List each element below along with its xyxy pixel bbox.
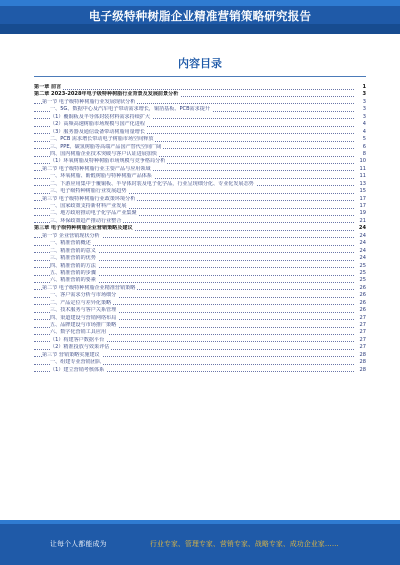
toc-entry-page: 27 (355, 344, 366, 351)
toc-entry-page: 27 (355, 337, 366, 344)
toc-entry-label: 一、国家政策支持新材料产业发展 (50, 203, 127, 209)
toc-entry-label: 第一节 企业营销现状分析 (42, 232, 100, 239)
toc-entry-page: 15 (355, 188, 366, 195)
toc-entry[interactable] (34, 263, 366, 270)
toc-entry-page: 4 (355, 121, 366, 128)
toc-entry[interactable] (34, 121, 366, 128)
toc-entry-page: 5 (355, 136, 366, 143)
toc-title: 内容目录 (178, 57, 222, 70)
toc-leader-dots (34, 89, 354, 90)
toc-entry-label: 三、环保政策趋严推动行业整合 (50, 217, 122, 224)
toc-entry[interactable] (34, 203, 366, 210)
toc-entry-label: 第二节 电子级特种树脂企业精准营销策略 (42, 284, 136, 291)
toc-entry-page: 25 (355, 263, 366, 270)
toc-entry-page: 28 (355, 359, 366, 366)
toc-entry-label: 第二章 2023-2028年电子级特种树脂行业背景及发展前景分析 (34, 91, 179, 98)
toc-entry-page: 24 (355, 248, 366, 255)
toc-entry-label: 一、5G、数据中心及汽车电子带动需求增长，铜箔基板、PCB需求提升 (50, 106, 210, 113)
toc-entry-page: 26 (355, 285, 366, 292)
toc-entry-label: 一、精准营销概述 (50, 240, 91, 247)
toc-entry[interactable] (34, 99, 366, 106)
toc-entry-page: 24 (355, 225, 366, 232)
header-stripe-top (0, 0, 400, 6)
toc-entry[interactable] (34, 144, 366, 151)
toc-entry[interactable] (34, 151, 366, 158)
toc-entry[interactable] (34, 255, 366, 262)
toc-entry-page: 13 (355, 181, 366, 188)
toc-entry-label: （2）高频高速树脂市场规模与国产化进程 (50, 121, 145, 128)
toc-entry-page: 11 (355, 166, 366, 173)
toc-entry[interactable] (34, 166, 366, 173)
toc-entry-page: 26 (355, 307, 366, 314)
header-stripe-bottom (0, 24, 400, 34)
toc-entry-page: 1 (355, 84, 366, 91)
toc-entry[interactable] (34, 136, 366, 143)
toc-entry-label: 二、地方政府推动电子化学品产业集聚 (50, 210, 137, 217)
toc-entry[interactable] (34, 106, 366, 113)
toc-entry[interactable] (34, 329, 366, 336)
report-title: 电子级特种树脂企业精准营销策略研究报告 (88, 9, 312, 23)
toc-entry-label: 二、PCB 需求增长带动电子树脂市场空间释放 (50, 136, 154, 143)
toc-entry-page: 4 (355, 129, 366, 136)
toc-entry-label: 二、产品定位与差异化策略 (50, 299, 112, 306)
toc-entry-page: 27 (355, 329, 366, 336)
toc-entry[interactable] (34, 233, 366, 240)
toc-entry-page: 21 (355, 218, 366, 225)
footer-tagline: 行业专家、管理专家、营销专家、战略专家、成功企业家…… (150, 540, 339, 548)
toc-entry[interactable] (34, 225, 366, 232)
toc-entry[interactable] (34, 158, 366, 165)
toc-entry[interactable] (34, 173, 366, 180)
toc-entry-page: 3 (355, 114, 366, 121)
toc-entry-label: 二、下游应用集中于覆铜板、半导体封装及电子化学品，行业呈现细分化、专业化发展态势 (50, 180, 254, 187)
toc-entry[interactable] (34, 352, 366, 359)
toc-entry-page: 10 (355, 158, 366, 165)
footer-stripe (0, 520, 400, 524)
toc-entry-page: 28 (355, 352, 366, 359)
toc-entry[interactable] (34, 367, 366, 374)
toc-entry-page: 24 (355, 233, 366, 240)
toc-entry-page: 25 (355, 277, 366, 284)
toc-entry-label: 第三节 营销策略实施建议 (42, 351, 100, 358)
toc-entry-label: 二、精准营销的意义 (50, 247, 96, 254)
toc-entry-label: 第二节 电子级特种树脂行业主要产品与应用领域 (42, 165, 151, 172)
toc-entry-label: 一、客户需求分析与市场细分 (50, 292, 117, 299)
toc-entry-label: 三、电子级特种树脂行业发展趋势 (50, 188, 127, 195)
toc-entry-label: （1）覆铜板及半导体封装材料需求持续扩大 (50, 113, 151, 120)
toc-entry-label: 三、PPE、碳氢树脂等高端产品国产替代空间广阔 (50, 143, 162, 150)
toc-entry-label: 三、技术服务与客户关系管理 (50, 307, 117, 314)
toc-entry-label: （2）精准投放与效果评估 (50, 344, 110, 351)
toc-entry-page: 17 (355, 203, 366, 210)
toc-entry[interactable] (34, 337, 366, 344)
toc-entry-page: 25 (355, 270, 366, 277)
toc-entry-label: 第一节 电子级特种树脂行业发展现状分析 (42, 98, 136, 105)
toc-entry[interactable] (34, 91, 366, 98)
toc-entry-label: 四、国内树脂企业技术突破与客户认证进展加快 (50, 150, 157, 157)
toc-entry-label: （1）建立营销考核体系 (50, 366, 105, 373)
toc-entry-page: 3 (355, 106, 366, 113)
toc-entry[interactable] (34, 114, 366, 121)
toc-entry-page: 27 (355, 322, 366, 329)
toc-entry-page: 24 (355, 255, 366, 262)
toc-entry-label: 第三章 电子级特种树脂企业营销策略及建议 (34, 225, 133, 232)
toc-entry-label: 第一章 前言 (34, 84, 62, 90)
toc-divider (34, 76, 366, 77)
toc-entry[interactable] (34, 270, 366, 277)
toc-entry-label: 五、品牌建设与市场推广策略 (50, 322, 117, 328)
toc-entry[interactable] (34, 181, 366, 188)
toc-entry-page: 3 (355, 91, 366, 98)
toc-entry[interactable] (34, 240, 366, 247)
toc-entry[interactable] (34, 218, 366, 225)
toc-entry-label: （3）服务器及通信设备带动树脂用量增长 (50, 128, 145, 135)
toc-entry[interactable] (34, 344, 366, 351)
toc-entry-page: 24 (355, 240, 366, 247)
footer-slogan: 让每个人都能成为 (50, 540, 107, 548)
toc-entry[interactable] (34, 129, 366, 136)
toc-entry-page: 8 (355, 151, 366, 158)
toc-entry-page: 26 (355, 300, 366, 307)
toc-entry-label: 一、环氧树脂、酚醛树脂与特种树脂产品体系 (50, 173, 152, 180)
toc-entry-page: 19 (355, 210, 366, 217)
toc-entry[interactable] (34, 322, 366, 329)
toc-entry-page: 27 (355, 315, 366, 322)
table-of-contents (34, 84, 366, 374)
toc-entry-page: 28 (355, 367, 366, 374)
toc-entry[interactable] (34, 196, 366, 203)
toc-entry-label: （1）环氧树脂及特种树脂市场规模与竞争格局分析 (50, 158, 166, 165)
toc-entry-label: 六、精准营销的要素 (50, 277, 96, 284)
toc-entry[interactable] (34, 315, 366, 322)
toc-entry[interactable] (34, 300, 366, 307)
toc-entry-label: 一、组建专业营销团队 (50, 359, 101, 366)
toc-entry-page: 3 (355, 99, 366, 106)
toc-entry-page: 17 (355, 196, 366, 203)
header-banner (0, 0, 400, 34)
toc-entry-label: （1）构建客户数据平台 (50, 336, 105, 343)
toc-entry[interactable] (34, 285, 366, 292)
toc-entry[interactable] (34, 188, 366, 195)
toc-entry[interactable] (34, 292, 366, 299)
toc-entry-label: 五、精准营销的步骤 (50, 269, 96, 276)
toc-entry-label: 第三节 电子级特种树脂行业政策环境分析 (42, 195, 136, 202)
toc-entry[interactable] (34, 277, 366, 284)
toc-entry-page: 11 (355, 173, 366, 180)
toc-entry[interactable] (34, 84, 366, 91)
toc-entry[interactable] (34, 307, 366, 314)
toc-entry-label: 四、渠道建设与营销网络布局 (50, 314, 117, 321)
toc-entry-label: 六、数字化营销工具应用 (50, 329, 107, 336)
toc-entry[interactable] (34, 248, 366, 255)
toc-entry-label: 三、精准营销的优势 (50, 255, 96, 262)
footer-banner (0, 520, 400, 565)
toc-entry-page: 6 (355, 144, 366, 151)
toc-entry[interactable] (34, 210, 366, 217)
toc-entry-page: 26 (355, 292, 366, 299)
toc-entry-label: 四、精准营销的方法 (50, 262, 96, 269)
toc-entry[interactable] (34, 359, 366, 366)
